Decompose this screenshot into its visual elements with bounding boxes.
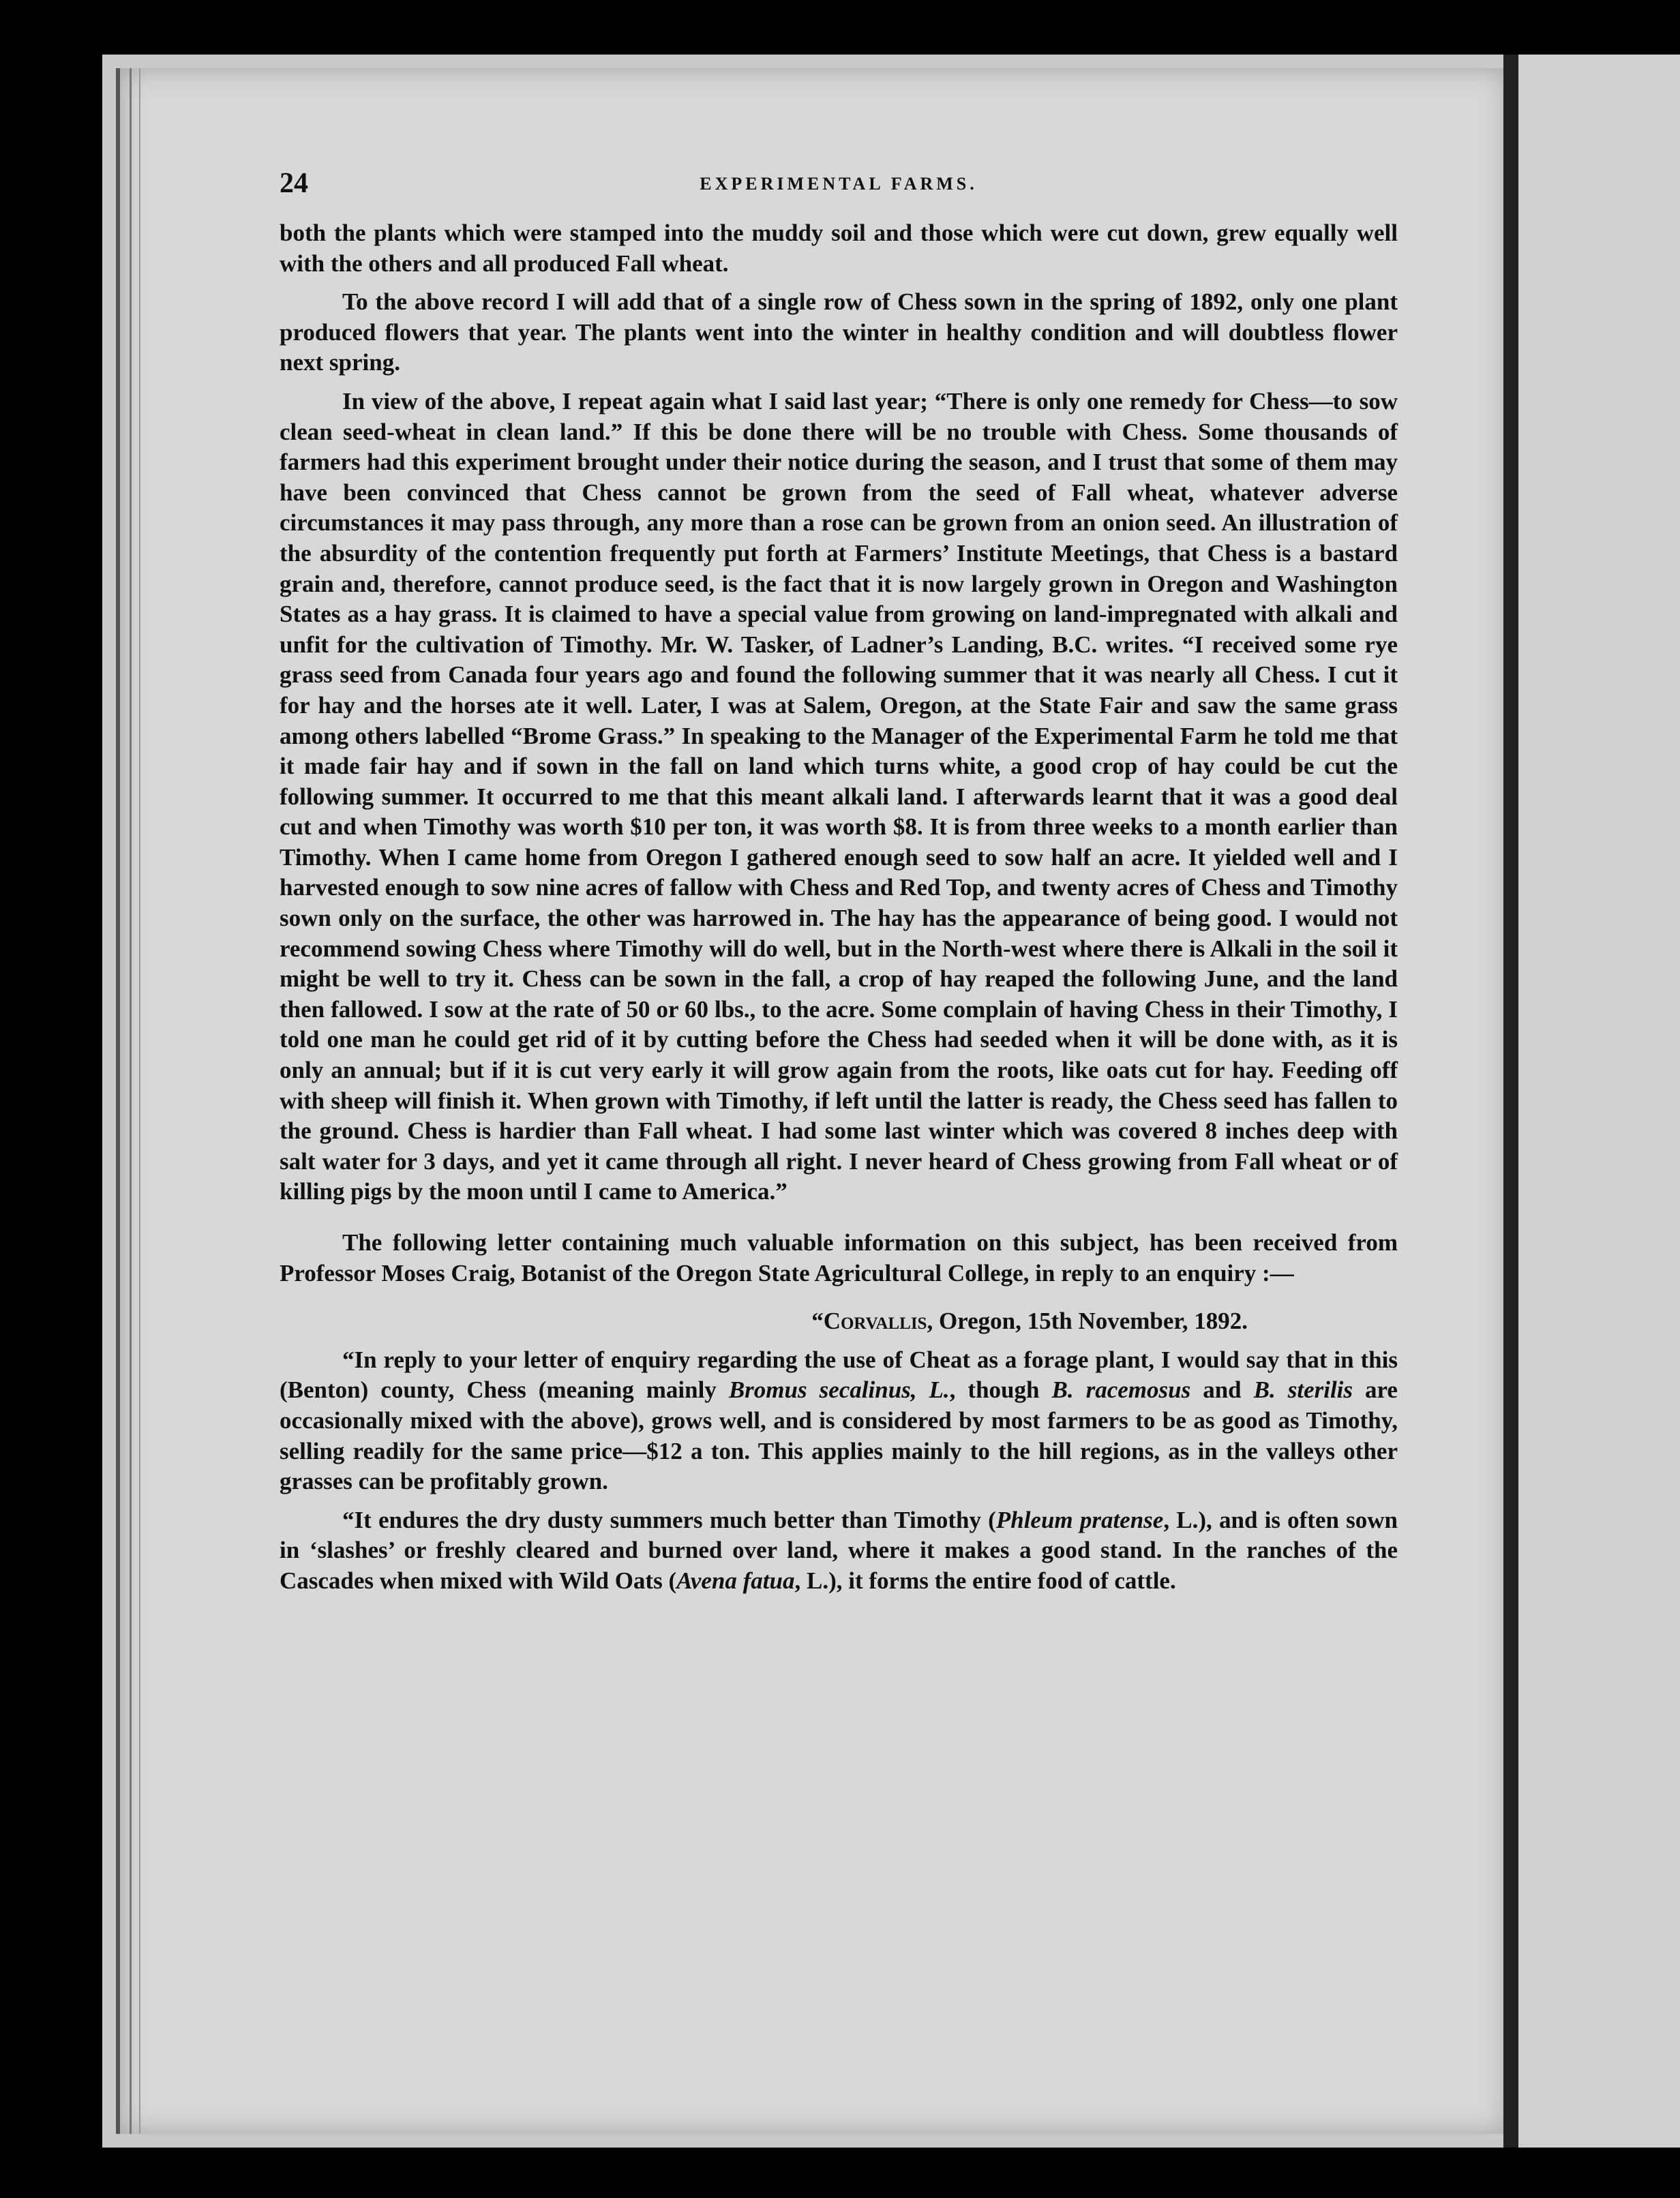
text-run: “In reply to your letter of enquiry regarding the use of Cheat as a forage plant, I would say that in this (Benton) county, Chess (meaning mainly [280, 1346, 1398, 1404]
letter-dateline [280, 1306, 1398, 1337]
species-name: B. sterilis [1253, 1376, 1353, 1404]
text-run: are occasionally mixed with the above), grows well, and is considered by most farmers to be as good as Timothy, selling readily for the same price—$12 a ton. This applies mainly to the hill regions, as in the valleys other grasses can be profitably grown. [280, 1376, 1398, 1495]
dateline-place: “Corvallis [811, 1308, 927, 1335]
text-run: , though [949, 1376, 1052, 1404]
species-name: Phleum pratense [995, 1506, 1164, 1533]
page-edge-rule [130, 68, 132, 2134]
running-head: EXPERIMENTAL FARMS. [700, 174, 978, 194]
species-name: B. racemosus [1051, 1376, 1191, 1404]
species-name: Avena fatua [676, 1567, 795, 1594]
paragraph-letter-intro: The following letter containing much valuable information on this subject, has been received from Professor Moses Craig, Botanist of the Oregon State Agricultural College, in reply to an enquiry :— [280, 1229, 1398, 1286]
paragraph-craig-letter-2 [280, 1505, 1398, 1597]
page-number: 24 [280, 168, 308, 199]
text-run: “It endures the dry dusty summers much better than Timothy ( [342, 1506, 996, 1533]
paragraph-chess-row: To the above record I will add that of a single row of Chess sown in the spring of 1892, only one plant produced flowers that year. The plants went into the winter in healthy condition and will doubtless flower next spring. [280, 288, 1398, 376]
dateline-date: , Oregon, 15th November, 1892. [927, 1308, 1248, 1335]
facing-page-edge [1518, 55, 1680, 2148]
paragraph-tasker-letter: In view of the above, I repeat again what I said last year; “There is only one remedy for Chess—to sow clean seed-wheat in clean land.” If this be done there will be no trouble with Chess. Some thousands of farmers had this experiment brought under their notice during the season, and I trust that some of them may have been convinced that Chess cannot be grown from the seed of Fall wheat, whatever adverse circumstances it may pass through, any more than a rose can be grown from an onion seed. An illustration of the absurdity of the contention frequently put forth at Farmers’ Institute Meetings, that Chess is a bastard grain and, therefore, cannot produce seed, is the fact that it is now largely grown in Oregon and Washington States as a hay grass. It is claimed to have a special value from growing on land-impregnated with alkali and unfit for the cultivation of Timothy. Mr. W. Tasker, of Ladner’s Landing, B.C. writes. “I received some rye grass seed from Canada four years ago and found the following summer that it was nearly all Chess. I cut it for hay and the horses ate it well. Later, I was at Salem, Oregon, at the State Fair and saw the same grass among others labelled “Brome Grass.” In speaking to the Manager of the Experimental Farm he told me that it made fair hay and if sown in the fall on land which turns white, a good crop of hay could be cut the following summer. It occurred to me that this meant alkali land. I afterwards learnt that it was a good deal cut and when Timothy was worth $10 per ton, it was worth $8. It is from three weeks to a month earlier than Timothy. When I came home from Oregon I gathered enough seed to sow half an acre. It yielded well and I harvested enough to sow nine acres of fallow with Chess and Red Top, and twenty acres of Chess and Timothy sown only on the surface, the other was harrowed in. The hay has the appearance of being good. I would not recommend sowing Chess where Timothy will do well, but in the North-west where there is Alkali in the soil it might be well to try it. Chess can be sown in the fall, a crop of hay reaped the following June, and the land then fallowed. I sow at the rate of 50 or 60 lbs., to the acre. Some complain of having Chess in their Timothy, I told one man he could get rid of it by cutting before the Chess had seeded when it will be done with, as it is only an annual; but if it is cut very early it will grow again from the roots, like oats cut for hay. Feeding off with sheep will finish it. When grown with Timothy, if left until the latter is ready, the Chess seed has fallen to the ground. Chess is hardier than Fall wheat. I had some last winter which was covered 8 inches deep with salt water for 3 days, and yet it came through all right. I never heard of Chess growing from Fall wheat or of killing pigs by the moon until I came to America.” [280, 387, 1398, 1205]
page-header [280, 167, 1398, 201]
body-text [280, 218, 1398, 1597]
page-edge-rule-inner [139, 68, 140, 2134]
binding-gutter [1503, 55, 1518, 2148]
text-run: , L.), and is often sown in ‘slashes’ or freshly cleared and burned over land, where it makes a good stand. In the ranches of the Cascades when mixed with Wild Oats ( [280, 1506, 1398, 1594]
paragraph-craig-letter-1 [280, 1345, 1398, 1497]
text-run: and [1190, 1376, 1254, 1404]
species-name: Bromus secalinus, L. [728, 1376, 950, 1404]
paragraph-continued: both the plants which were stamped into the muddy soil and those which were cut down, grew equally well with the others and all produced Fall wheat. [280, 220, 1398, 277]
text-run: , L.), it forms the entire food of cattle. [794, 1567, 1176, 1594]
